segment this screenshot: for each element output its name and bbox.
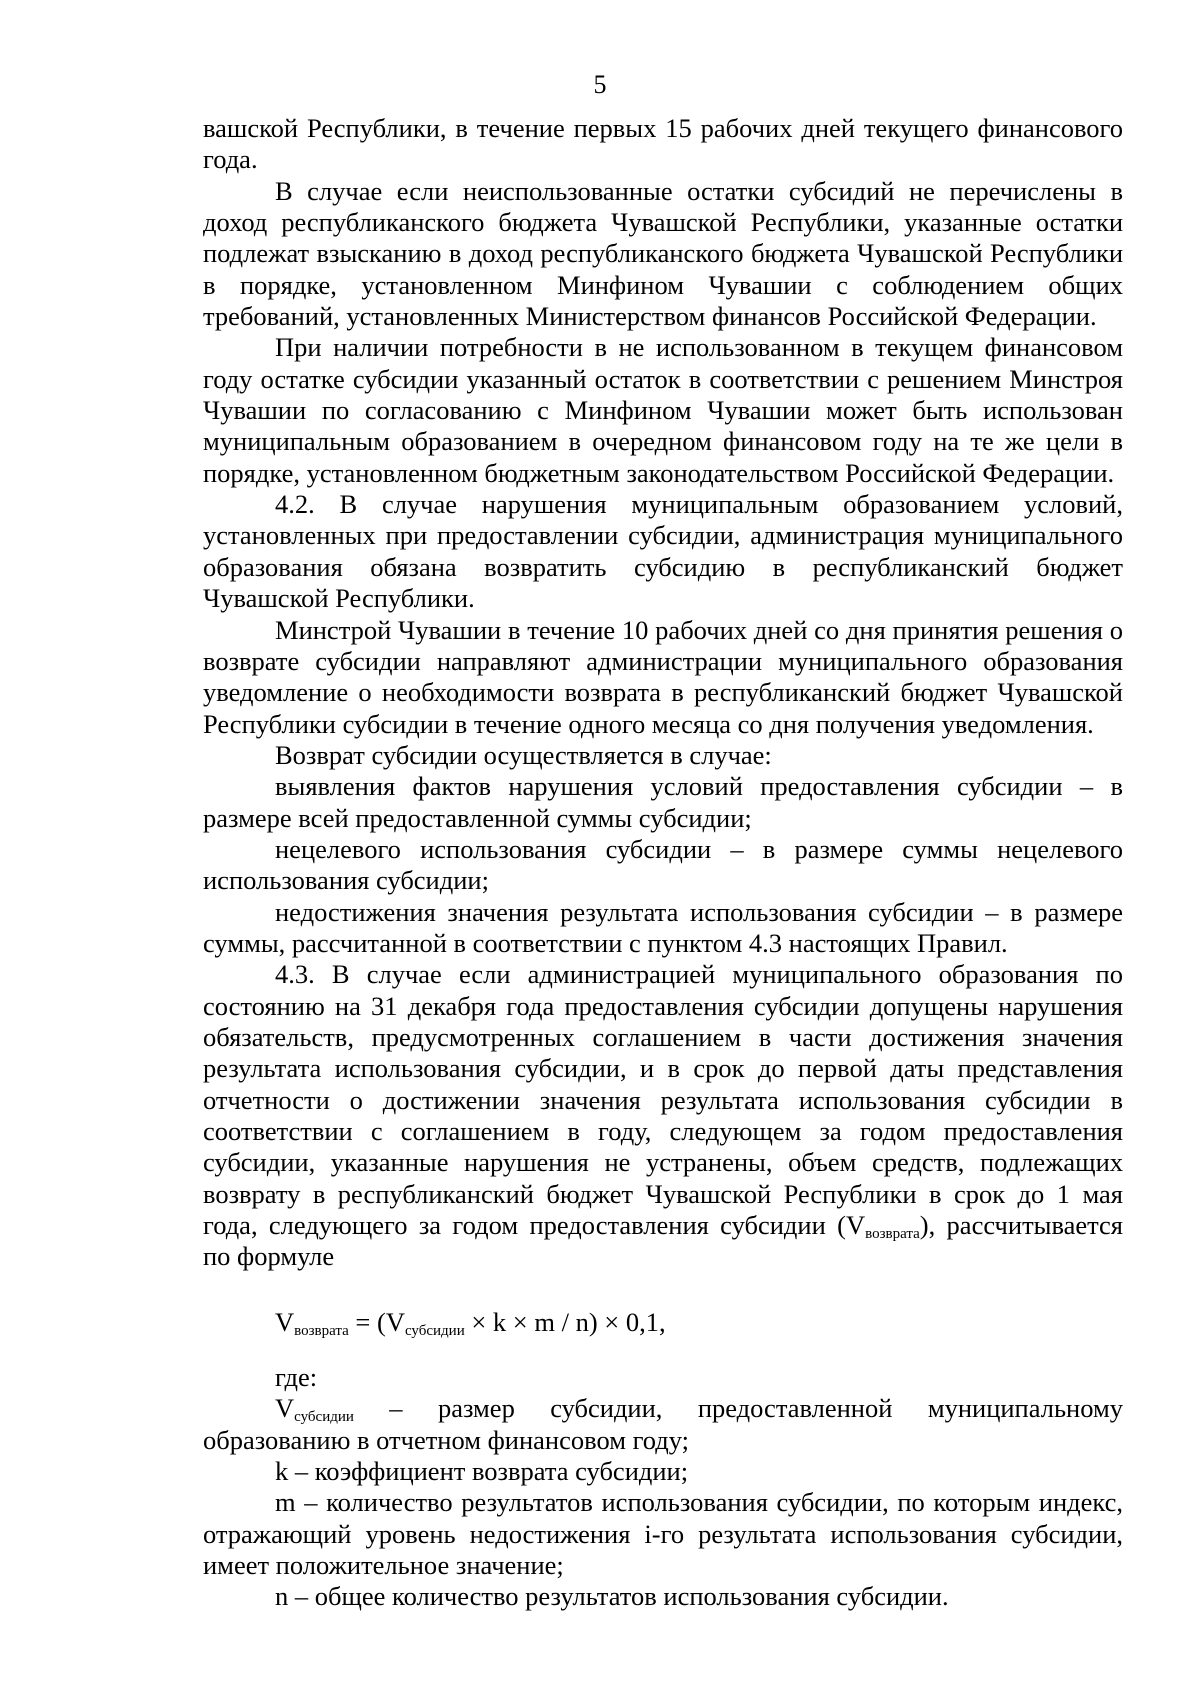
- paragraph-unused-balances: В случае если неиспользованные остатки субсидий не перечислены в доход республиканского бюджета Чувашской Республики, указанные остатки подлежат взысканию в доход республиканского бюджета Чувашской Республики в порядке, установленном Минфином Чувашии с соблюдением общих требований, установленных Министерством финансов Российской Федерации.: [203, 175, 1123, 332]
- paragraph-return-cases: Возврат субсидии осуществляется в случае:: [275, 739, 772, 770]
- definition-vsubsidy: [203, 1393, 1123, 1456]
- list-item-violation: выявления фактов нарушения условий предоставления субсидии – в размере всей предоставленной суммы субсидии;: [203, 771, 1123, 833]
- definition-m: m – количество результатов использования субсидии, по которым индекс, отражающий уровень недостижения i-го результата использования субсидии, имеет положительное значение;: [203, 1487, 1123, 1581]
- formula-v1: V: [275, 1306, 295, 1337]
- paragraph-continuation: вашской Республики, в течение первых 15 рабочих дней текущего финансового года.: [203, 113, 1123, 175]
- document-body: [203, 113, 1123, 1613]
- list-item-misuse: нецелевого использования субсидии – в размере суммы нецелевого использования субсидии;: [203, 833, 1123, 896]
- page-number: 5: [593, 70, 607, 99]
- paragraph-4-3-end: ), рассчитывается по формуле: [203, 1210, 1123, 1272]
- formula-mid1: = (V: [348, 1306, 405, 1337]
- where-label: где:: [275, 1362, 318, 1393]
- paragraph-minstroy-notice: Минстрой Чувашии в течение 10 рабочих дней со дня принятия решения о возврате субсидии направляют администрации муниципального образования уведомление о необходимости возврата в республиканский бюджет Чувашской Республики субсидии в течение одного месяца со дня получения уведомления.: [203, 614, 1123, 739]
- paragraph-4-3-var: V: [845, 1210, 866, 1241]
- formula-mid2: × k × m / n) × 0,1,: [464, 1306, 666, 1337]
- formula-v2-sub: субсидии: [404, 1322, 465, 1339]
- paragraph-4-3-text: 4.3. В случае если администрацией муниципального образования по состоянию на 31 декабря года предоставления субсидии допущены нарушения обязательств, предусмотренных соглашением в части достижения значения результата использования субсидии, и в срок до первой даты представления отчетности о достижении значения результата использования субсидии в соответствии с соглашением в году, следующем за годом предоставления субсидии, указанные нарушения не устранены, объем средств, подлежащих возврату в республиканский бюджет Чувашской Республики в срок до 1 мая года, следующего за годом предоставления субсидии (: [203, 959, 1123, 1241]
- formula-v1-sub: возврата: [294, 1322, 349, 1339]
- definition-k: k – коэффициент возврата субсидии;: [275, 1456, 689, 1487]
- paragraph-4-3-sub: возврата: [865, 1226, 920, 1243]
- definition-n: n – общее количество результатов использования субсидии.: [275, 1581, 949, 1612]
- paragraph-balance-need: При наличии потребности в не использованном в текущем финансовом году остатке субсидии указанный остаток в соответствии с решением Минстроя Чувашии по согласованию с Минфином Чувашии может быть использован муниципальным образованием в очередном финансовом году на те же цели в порядке, установленном бюджетным законодательством Российской Федерации.: [203, 332, 1123, 488]
- paragraph-4-3: [203, 959, 1123, 1272]
- list-item-non-achievement: недостижения значения результата использования субсидии – в размере суммы, рассчитанной в соответствии с пунктом 4.3 настоящих Правил.: [203, 896, 1123, 958]
- definition-vsubsidy-text: – размер субсидии, предоставленной муниципальному образованию в отчетном финансовом году;: [203, 1393, 1123, 1455]
- definition-vsubsidy-var: V: [275, 1393, 295, 1424]
- paragraph-4-2: 4.2. В случае нарушения муниципальным образованием условий, установленных при предоставлении субсидии, администрация муниципального образования обязана возвратить субсидию в республиканский бюджет Чувашской Республики.: [203, 489, 1123, 614]
- definition-vsubsidy-sub: субсидии: [294, 1409, 354, 1426]
- formula: [203, 1307, 1123, 1338]
